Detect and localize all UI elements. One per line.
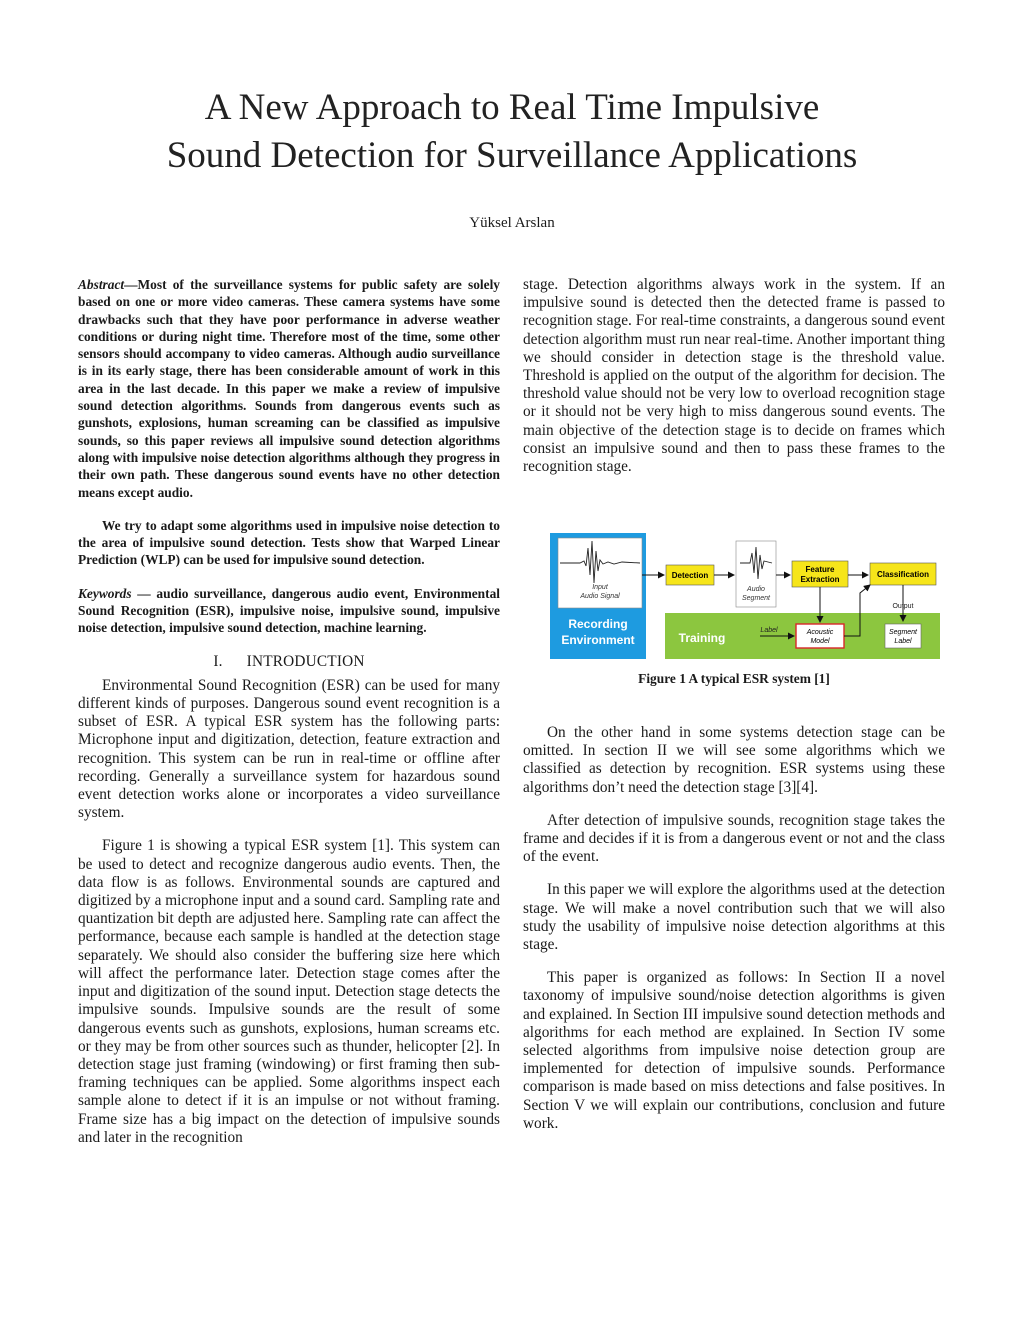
author: Yüksel Arslan <box>469 215 555 231</box>
left-column <box>78 276 500 1162</box>
esr-system-diagram <box>550 533 940 659</box>
figure-1-diagram <box>550 533 940 659</box>
abstract-paragraph-2: We try to adapt some algorithms used in impulsive noise detection to the area of impulsive sound detection. Tests show that Warped Linear Prediction (WLP) can be used for impulsive sound detection. <box>78 517 500 568</box>
acoustic-label-2: Model <box>810 638 830 645</box>
input-label-1: Input <box>592 584 608 591</box>
keywords-text: — audio surveillance, dangerous audio event, Environmental Sound Recognition (ESR), impulsive noise, impulsive sound, impulsive noise detection, impulsive sound detection, machine learning. <box>78 585 500 636</box>
classification-label: Classification <box>876 570 930 579</box>
segment-label-2: Label <box>894 638 912 645</box>
input-label-2: Audio Signal <box>580 593 620 600</box>
label-text: Label <box>760 627 778 634</box>
audio-segment-label-1: Audio <box>747 586 765 593</box>
audio-segment-label-2: Segment <box>741 595 771 602</box>
right-column-top <box>523 276 945 491</box>
intro-paragraph-4: On the other hand in some systems detection stage can be omitted. In section II we will see some algorithms which we classified as detection by recognition. ESR systems using these algorithms don’t need the detection stage [3][4]. <box>523 724 945 796</box>
recording-label-2: Environment <box>561 633 635 647</box>
feature-label-2: Extraction <box>800 575 840 584</box>
recording-label-1: Recording <box>568 617 628 631</box>
paper-title <box>0 84 1024 180</box>
segment-label-1: Segment <box>888 629 918 636</box>
keywords <box>78 585 500 637</box>
intro-paragraph-6: In this paper we will explore the algorithms used at the detection stage. We will make a novel contribution such that we will also study the usability of impulsive noise detection algorithms at this stage. <box>523 881 945 954</box>
intro-paragraph-1: Environmental Sound Recognition (ESR) can be used for many different kinds of purposes. Dangerous sound event recognition is a subset of ESR. A typical ESR system has the following parts: Microphone input and digitization, detection, feature extraction and recognition. This system can be run in real-time or offline after recording. Generally a surveillance system for hazardous sound event detection works alone or incorporates a video surveillance system. <box>78 676 500 822</box>
section-title: INTRODUCTION <box>246 652 365 670</box>
figure-1-caption: Figure 1 A typical ESR system [1] <box>638 671 830 686</box>
output-label: Output <box>892 603 914 610</box>
section-heading <box>78 653 500 671</box>
training-label: Training <box>678 631 726 645</box>
title-line-2: Sound Detection for Surveillance Applications <box>166 135 858 176</box>
abstract-lead: Abstract <box>78 277 125 292</box>
intro-paragraph-7: This paper is organized as follows: In Section II a novel taxonomy of impulsive sound/noise detection algorithms is given and explained. In Section III impulsive sound detection methods and algorithms for each method are explained. In Section IV some selected algorithms from impulsive noise detection group are implemented for detection of impulsive sounds. Performance comparison is made based on miss detections and false positives. In Section V we will explain our contributions, conclusion and future work. <box>523 969 945 1132</box>
intro-paragraph-2: Figure 1 is showing a typical ESR system [1]. This system can be used to detect and recognize dangerous audio events. Then, the data flow is as follows. Environmental sounds are captured and digitized by a microphone input and a sound card. Sampling rate and quantization bit depth are adjusted here. Sampling rate can affect the performance, because each sample is handled at the detection stage separately. We should also consider the buffering size here which will affect the performance later. Detection stage comes after the input and digitization of the sound input. Detection stage detects the impulsive sounds. Impulsive sounds are the result of some dangerous events such as gunshots, explosions, human screams etc. or they may be from other sources such as thunder, helicopter [2]. In detection stage just framing (windowing) or first framing then sub-framing techniques can be applied. Some algorithms inspect each sample alone to detect if it is an impulse or not without framing. Frame size has a big impact on the detection of impulsive sounds and later in the recognition <box>78 837 500 1146</box>
keywords-lead: Keywords <box>78 585 132 601</box>
intro-paragraph-5: After detection of impulsive sounds, recognition stage takes the frame and decides if it is from a dangerous event or not and the class of the event. <box>523 811 945 866</box>
title-line-1: A New Approach to Real Time Impulsive <box>204 87 820 128</box>
intro-paragraph-3: stage. Detection algorithms always work in the system. If an impulsive sound is detected then the detected frame is passed to recognition stage. For real-time constraints, a dangerous sound event detection algorithm must run near real-time. Another important thing we should consider in detection stage is the threshold value. Threshold is applied on the output of the algorithm for decision. The threshold value should not be very low to overload recognition stage or it should not be very high to miss dangerous sound events. The main objective of the detection stage is to decide on frames which consist an impulsive sound and then to pass these frames to the recognition stage. <box>523 276 945 476</box>
acoustic-label-1: Acoustic <box>806 629 834 636</box>
feature-label-1: Feature <box>805 565 835 574</box>
abstract <box>78 276 500 501</box>
right-column-bottom <box>523 724 945 1148</box>
section-number: I. <box>213 652 223 670</box>
detection-label: Detection <box>671 571 709 580</box>
abstract-text: —Most of the surveillance systems for public safety are solely based on one or more video cameras. These camera systems have some drawbacks such that they have poor performance in adverse weather conditions or during night time. Therefore most of the time, some other sensors should accompany to video cameras. Although audio surveillance is in its early stage, there has been considerable amount of work in this area in the last decade. In this paper we make a review of impulsive sound detection algorithms. Sounds from dangerous events such as gunshots, explosions, human screaming can be classified as impulsive sounds, so this paper reviews all impulsive sound detection algorithms along with impulsive noise detection algorithms although they progress in their own path. These dangerous sound events have no other detection means except audio. <box>78 277 500 500</box>
